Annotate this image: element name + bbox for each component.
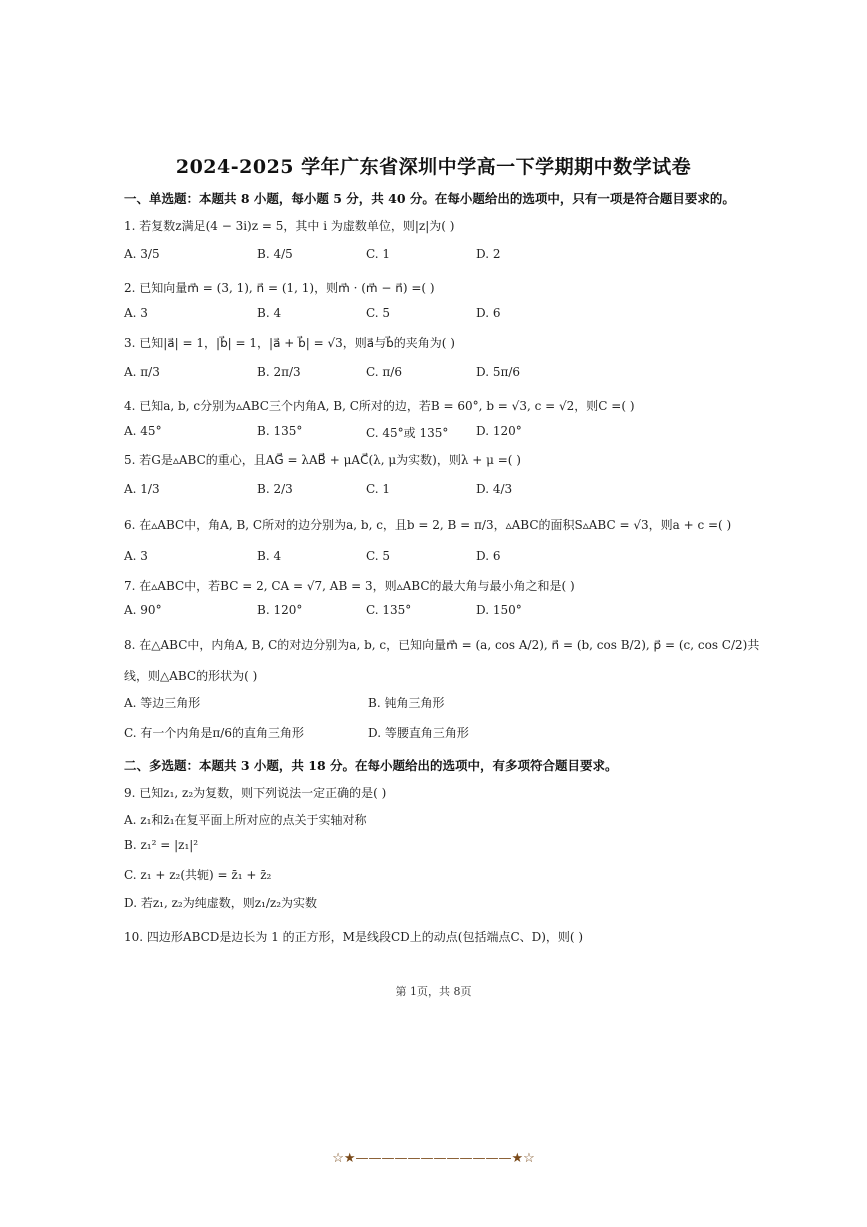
question-8-options-row1 (124, 694, 724, 712)
question-6-options (124, 549, 724, 567)
option-c: C. 有一个内角是π/6的直角三角形 (124, 726, 304, 740)
option-a: A. 3 (124, 549, 148, 563)
question-4: 4. 已知a, b, c分别为▵ABC三个内角A, B, C所对的边，若B = 60°, b = √3, c = √2，则C =( ) (124, 399, 635, 413)
option-b: B. 4 (257, 306, 282, 320)
page-footer: 第 1页，共 8页 (395, 985, 472, 998)
question-3: 3. 已知|a⃗| = 1，|b⃗| = 1，|a⃗ + b⃗| = √3，则a⃗与b⃗的夹角为( ) (124, 336, 455, 350)
star-decoration: ☆★————————————★☆ (332, 1151, 535, 1166)
option-a: A. 3 (124, 306, 148, 320)
question-7-options (124, 603, 724, 621)
question-8-options-row2 (124, 724, 724, 742)
option-d: D. 150° (476, 603, 522, 617)
option-c: C. 5 (366, 306, 391, 320)
exam-title: 2024-2025 学年广东省深圳中学高一下学期期中数学试卷 (175, 156, 692, 178)
question-5-options (124, 482, 724, 500)
option-a: A. 1/3 (124, 482, 160, 496)
question-9-option-c: C. z₁ + z₂(共轭) = z̄₁ + z̄₂ (124, 868, 272, 882)
option-d: D. 2 (476, 247, 501, 261)
option-d: D. 6 (476, 306, 501, 320)
option-b: B. 2/3 (257, 482, 293, 496)
question-2-options (124, 306, 724, 324)
question-7: 7. 在▵ABC中，若BC = 2, CA = √7, AB = 3，则▵ABC的最大角与最小角之和是( ) (124, 579, 575, 593)
option-a: A. 90° (124, 603, 162, 617)
section-2-heading: 二、多选题：本题共 3 小题，共 18 分。在每小题给出的选项中，有多项符合题目要求。 (124, 758, 618, 773)
option-a: A. 3/5 (124, 247, 160, 261)
option-b: B. 120° (257, 603, 303, 617)
option-b: B. 2π/3 (257, 365, 301, 379)
question-8-continuation: 线，则△ABC的形状为( ) (124, 669, 258, 683)
option-b: B. 4/5 (257, 247, 293, 261)
option-d: D. 120° (476, 424, 522, 438)
option-d: D. 6 (476, 549, 501, 563)
option-a: A. 45° (124, 424, 162, 438)
question-1: 1. 若复数z满足(4 − 3i)z = 5，其中 i 为虚数单位，则|z|为( ) (124, 219, 455, 233)
question-5: 5. 若G是▵ABC的重心，且AG⃗ = λAB⃗ + μAC⃗(λ, μ为实数)，则λ + μ =( ) (124, 453, 521, 467)
option-c: C. 1 (366, 482, 391, 496)
question-4-options (124, 424, 724, 442)
option-c: C. 5 (366, 549, 391, 563)
option-d: D. 5π/6 (476, 365, 521, 379)
option-c: C. 1 (366, 247, 391, 261)
option-a: A. 等边三角形 (124, 696, 201, 710)
option-d: D. 4/3 (476, 482, 513, 496)
question-8: 8. 在△ABC中，内角A, B, C的对边分别为a, b, c，已知向量m⃗ = (a, cos A/2), n⃗ = (b, cos B/2), p⃗ = (c, cos C/2)共 (124, 638, 760, 652)
question-9-option-b: B. z₁² = |z₁|² (124, 838, 199, 852)
option-d: D. 等腰直角三角形 (368, 726, 469, 740)
option-b: B. 钝角三角形 (368, 696, 445, 710)
option-c: C. π/6 (366, 365, 402, 379)
question-10: 10. 四边形ABCD是边长为 1 的正方形，M是线段CD上的动点(包括端点C、D)，则( ) (124, 930, 584, 944)
option-a: A. π/3 (124, 365, 160, 379)
question-3-options (124, 365, 724, 383)
option-b: B. 135° (257, 424, 303, 438)
question-1-options (124, 247, 724, 265)
question-2: 2. 已知向量m⃗ = (3, 1), n⃗ = (1, 1)，则m⃗ · (m⃗ − n⃗) =( ) (124, 281, 435, 295)
section-1-heading: 一、单选题：本题共 8 小题，每小题 5 分，共 40 分。在每小题给出的选项中，只有一项是符合题目要求的。 (124, 191, 735, 206)
option-b: B. 4 (257, 549, 282, 563)
option-c: C. 45°或 135° (366, 426, 449, 440)
question-9: 9. 已知z₁, z₂为复数，则下列说法一定正确的是( ) (124, 786, 387, 800)
question-6: 6. 在▵ABC中，角A, B, C所对的边分别为a, b, c，且b = 2, B = π/3，▵ABC的面积S▵ABC = √3，则a + c =( ) (124, 518, 732, 532)
question-9-option-a: A. z₁和z̄₁在复平面上所对应的点关于实轴对称 (124, 813, 367, 827)
question-9-option-d: D. 若z₁, z₂为纯虚数，则z₁/z₂为实数 (124, 896, 318, 910)
option-c: C. 135° (366, 603, 412, 617)
